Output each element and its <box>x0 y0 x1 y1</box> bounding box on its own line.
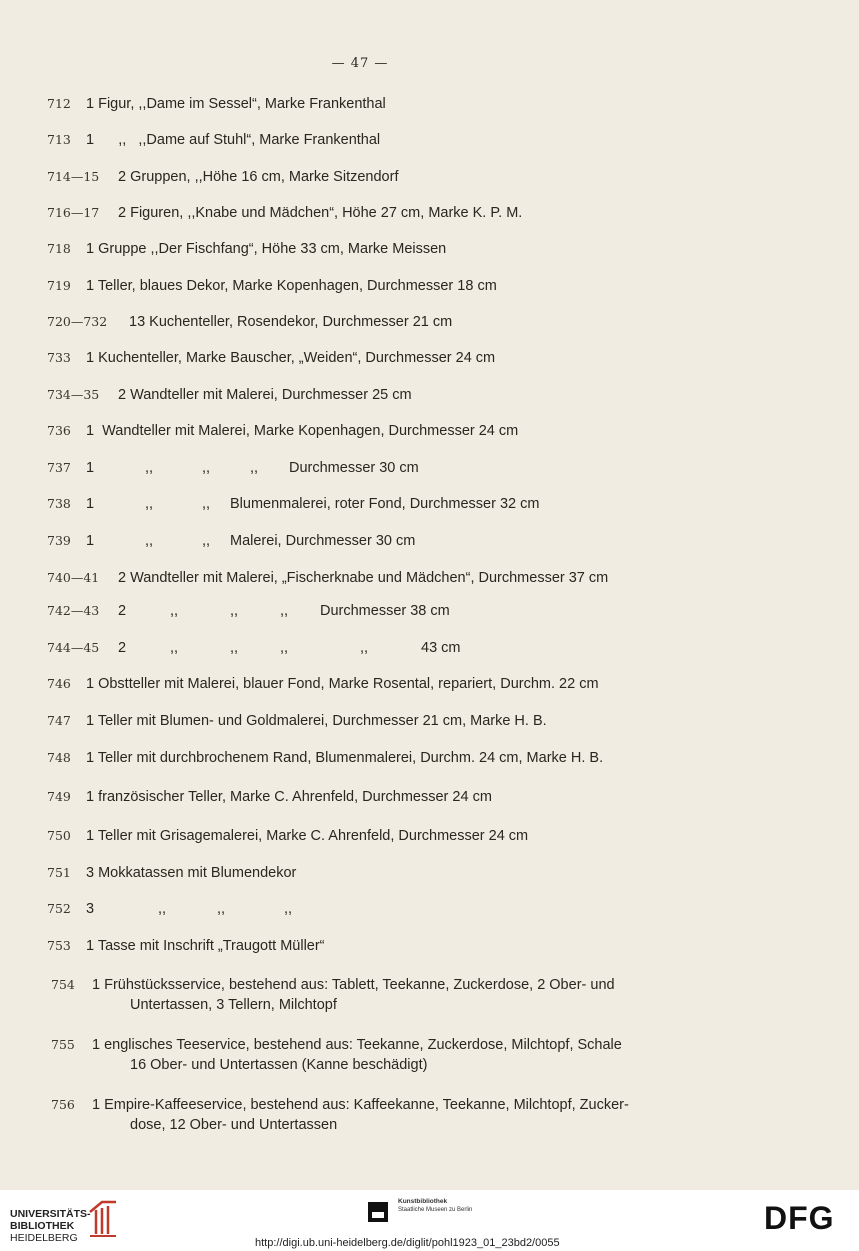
lot-number: 749 <box>47 789 71 804</box>
ditto-mark: ,, <box>145 496 154 512</box>
entry-text-continued: dose, 12 Ober- und Untertassen <box>130 1117 338 1133</box>
lot-number: 712 <box>47 96 71 111</box>
ditto-mark: ,, <box>202 533 211 549</box>
library-emblem-icon <box>86 1198 120 1238</box>
entry-text: Malerei, Durchmesser 30 cm <box>230 533 416 549</box>
ditto-mark: ,, <box>230 603 239 619</box>
lot-number: 748 <box>47 750 71 765</box>
entry-text: Durchmesser 30 cm <box>289 460 419 476</box>
permalink-url[interactable]: http://digi.ub.uni-heidelberg.de/diglit/pohl1923_01_23bd2/0055 <box>255 1237 560 1249</box>
entry-text-continued: Untertassen, 3 Tellern, Milchtopf <box>130 997 337 1013</box>
lot-number: 755 <box>51 1037 75 1052</box>
entry-text: 43 cm <box>421 640 461 656</box>
entry-text: 1 ,, ,,Dame auf Stuhl“, Marke Frankenthal <box>86 132 381 148</box>
ditto-mark: ,, <box>170 640 179 656</box>
entry-text: 1 Gruppe ,,Der Fischfang“, Höhe 33 cm, Marke Meissen <box>86 241 447 257</box>
entry-text: 1 Tasse mit Inschrift „Traugott Müller“ <box>86 938 325 954</box>
lot-number: 737 <box>47 460 71 475</box>
ditto-mark: ,, <box>202 460 211 476</box>
lot-number: 716—17 <box>47 205 100 220</box>
entry-text: 3 Mokkatassen mit Blumendekor <box>86 865 297 881</box>
ditto-mark: ,, <box>284 901 293 917</box>
entry-text: 1 Teller mit Grisagemalerei, Marke C. Ahrenfeld, Durchmesser 24 cm <box>86 828 529 844</box>
dfg-logo[interactable]: DFG <box>764 1200 835 1236</box>
ditto-mark: ,, <box>145 533 154 549</box>
entry-text: 1 Teller, blaues Dekor, Marke Kopenhagen, Durchmesser 18 cm <box>86 278 497 294</box>
entry-text: 2 Gruppen, ,,Höhe 16 cm, Marke Sitzendorf <box>118 169 399 185</box>
entry-text: 1 Kuchenteller, Marke Bauscher, „Weiden“, Durchmesser 24 cm <box>86 350 496 366</box>
lot-number: 742—43 <box>47 603 100 618</box>
lot-number: 714—15 <box>47 169 100 184</box>
lot-number: 747 <box>47 713 71 728</box>
kunstbibliothek-logo[interactable]: Kunstbibliothek Staatliche Museen zu Berlin <box>398 1198 473 1213</box>
entry-text: 1 Frühstücksservice, bestehend aus: Tablett, Teekanne, Zuckerdose, 2 Ober- und <box>92 977 615 993</box>
entry-text: 1 Teller mit durchbrochenem Rand, Blumenmalerei, Durchm. 24 cm, Marke H. B. <box>86 750 604 766</box>
lot-number: 744—45 <box>47 640 100 655</box>
lot-number: 750 <box>47 828 71 843</box>
lot-number: 736 <box>47 423 71 438</box>
entry-text: 2 <box>118 640 127 656</box>
lot-number: 751 <box>47 865 71 880</box>
lot-number: 713 <box>47 132 71 147</box>
university-library-logo[interactable]: UNIVERSITÄTS- BIBLIOTHEK HEIDELBERG <box>10 1208 91 1244</box>
lot-number: 740—41 <box>47 570 100 585</box>
lot-number: 754 <box>51 977 75 992</box>
entry-text: 1 Obstteller mit Malerei, blauer Fond, Marke Rosental, repariert, Durchm. 22 cm <box>86 676 599 692</box>
ditto-mark: ,, <box>230 640 239 656</box>
lot-number: 752 <box>47 901 71 916</box>
entry-text: 1 französischer Teller, Marke C. Ahrenfeld, Durchmesser 24 cm <box>86 789 492 805</box>
lot-number: 753 <box>47 938 71 953</box>
ditto-mark: ,, <box>360 640 369 656</box>
footer <box>0 1190 859 1251</box>
ditto-mark: ,, <box>145 460 154 476</box>
lot-number: 734—35 <box>47 387 100 402</box>
entry-text: 3 <box>86 901 95 917</box>
lot-number: 746 <box>47 676 71 691</box>
entry-text: 2 Figuren, ,,Knabe und Mädchen“, Höhe 27 cm, Marke K. P. M. <box>118 205 523 221</box>
entry-text: 2 Wandteller mit Malerei, „Fischerknabe und Mädchen“, Durchmesser 37 cm <box>118 570 609 586</box>
entry-text-continued: 16 Ober- und Untertassen (Kanne beschädigt) <box>130 1057 428 1073</box>
entry-text: Blumenmalerei, roter Fond, Durchmesser 32 cm <box>230 496 540 512</box>
entry-text: 1 Figur, ,,Dame im Sessel“, Marke Frankenthal <box>86 96 386 112</box>
ditto-mark: ,, <box>202 496 211 512</box>
entry-text: 1 englisches Teeservice, bestehend aus: Teekanne, Zuckerdose, Milchtopf, Schale <box>92 1037 622 1053</box>
lot-number: 718 <box>47 241 71 256</box>
entry-text: 1 Empire-Kaffeeservice, bestehend aus: Kaffeekanne, Teekanne, Milchtopf, Zucker- <box>92 1097 629 1113</box>
ditto-mark: ,, <box>170 603 179 619</box>
ditto-mark: ,, <box>158 901 167 917</box>
lot-number: 720—732 <box>47 314 108 329</box>
lot-number: 733 <box>47 350 71 365</box>
entry-text: 1 <box>86 496 95 512</box>
ditto-mark: ,, <box>280 640 289 656</box>
lot-number: 756 <box>51 1097 75 1112</box>
entry-text: 1 Wandteller mit Malerei, Marke Kopenhagen, Durchmesser 24 cm <box>86 423 519 439</box>
entry-text: Durchmesser 38 cm <box>320 603 450 619</box>
ditto-mark: ,, <box>250 460 259 476</box>
entry-text: 1 Teller mit Blumen- und Goldmalerei, Durchmesser 21 cm, Marke H. B. <box>86 713 547 729</box>
lot-number: 719 <box>47 278 71 293</box>
ditto-mark: ,, <box>217 901 226 917</box>
kunstbibliothek-icon <box>368 1202 388 1222</box>
entry-text: 1 <box>86 460 95 476</box>
ditto-mark: ,, <box>280 603 289 619</box>
entry-text: 2 <box>118 603 127 619</box>
entry-text: 13 Kuchenteller, Rosendekor, Durchmesser 21 cm <box>129 314 453 330</box>
entry-text: 2 Wandteller mit Malerei, Durchmesser 25 cm <box>118 387 412 403</box>
lot-number: 738 <box>47 496 71 511</box>
lot-number: 739 <box>47 533 71 548</box>
page-number: — 47 — <box>331 56 389 71</box>
entry-text: 1 <box>86 533 95 549</box>
